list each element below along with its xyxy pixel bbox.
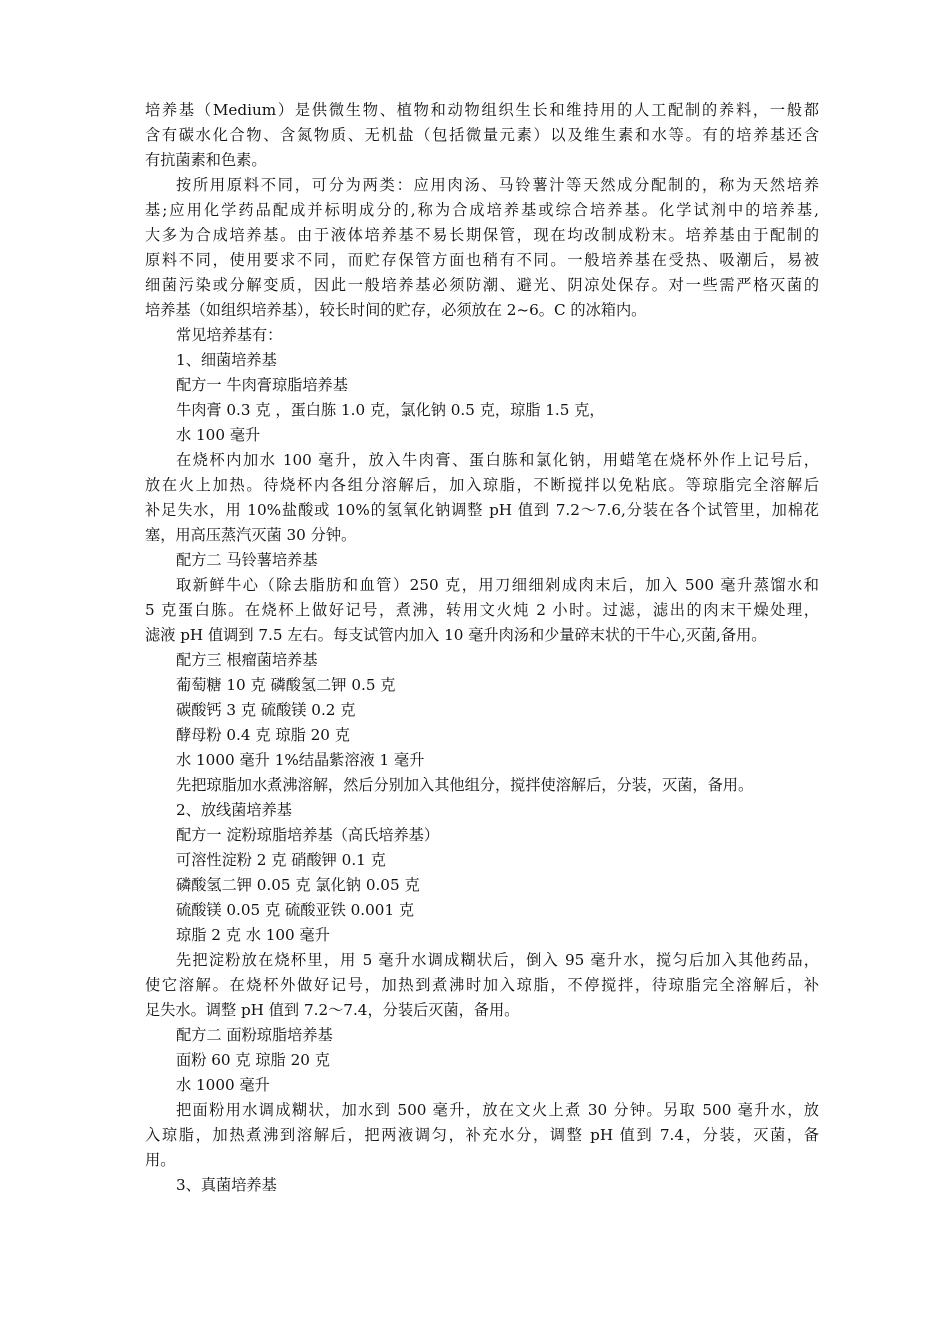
paragraph — [145, 1023, 819, 1048]
paragraph — [145, 373, 819, 398]
paragraph — [145, 348, 819, 373]
paragraph — [145, 848, 819, 873]
text-line: 按所用原料不同，可分为两类：应用肉汤、马铃薯汁等天然成分配制的，称为天然培养 — [176, 176, 819, 194]
text-line: 常见培养基有： — [176, 326, 283, 344]
paragraph — [145, 1098, 819, 1173]
text-line: 用。 — [145, 1151, 176, 1169]
text-line: 配方一 淀粉琼脂培养基（高氏培养基） — [176, 826, 440, 844]
text-line: 水 1000 毫升 — [176, 1076, 270, 1094]
text-line: 使它溶解。在烧杯外做好记号，加热到煮沸时加入琼脂，不停搅拌，待琼脂完全溶解后，补 — [145, 976, 819, 994]
paragraph — [145, 648, 819, 673]
text-line: 葡萄糖 10 克 磷酸氢二钾 0.5 克 — [176, 676, 396, 694]
text-line: 可溶性淀粉 2 克 硝酸钾 0.1 克 — [176, 851, 386, 869]
text-line: 培养基（如组织培养基），较长时间的贮存，必须放在 2~6。C 的冰箱内。 — [145, 301, 647, 319]
paragraph — [145, 948, 819, 1023]
paragraph — [145, 1073, 819, 1098]
text-line: 把面粉用水调成糊状，加水到 500 毫升，放在文火上煮 30 分钟。另取 500 毫升水，放 — [176, 1101, 819, 1119]
text-line: 配方二 面粉琼脂培养基 — [176, 1026, 333, 1044]
paragraph — [145, 1173, 819, 1198]
text-line: 基;应用化学药品配成并标明成分的,称为合成培养基或综合培养基。化学试剂中的培养基, — [145, 201, 819, 219]
paragraph — [145, 923, 819, 948]
text-line: 培养基（Medium）是供微生物、植物和动物组织生长和维持用的人工配制的养料，一般都 — [145, 101, 819, 119]
paragraph — [145, 573, 819, 648]
text-line: 硫酸镁 0.05 克 硫酸亚铁 0.001 克 — [176, 901, 415, 919]
text-line: 先把淀粉放在烧杯里，用 5 毫升水调成糊状后，倒入 95 毫升水，搅匀后加入其他药品， — [176, 951, 819, 969]
paragraph — [145, 673, 819, 698]
paragraph — [145, 748, 819, 773]
text-line: 2、放线菌培养基 — [176, 801, 292, 819]
paragraph — [145, 398, 819, 423]
text-line: 磷酸氢二钾 0.05 克 氯化钠 0.05 克 — [176, 876, 420, 894]
paragraph — [145, 773, 819, 798]
text-line: 酵母粉 0.4 克 琼脂 20 克 — [176, 726, 350, 744]
text-line: 原料不同，使用要求不同，而贮存保管方面也稍有不同。一般培养基在受热、吸潮后，易被 — [145, 251, 819, 269]
text-line: 取新鲜牛心（除去脂肪和血管）250 克，用刀细细剁成肉末后，加入 500 毫升蒸馏水和 — [176, 576, 819, 594]
text-line: 面粉 60 克 琼脂 20 克 — [176, 1051, 330, 1069]
text-line: 碳酸钙 3 克 硫酸镁 0.2 克 — [176, 701, 356, 719]
paragraph — [145, 423, 819, 448]
paragraph — [145, 798, 819, 823]
text-line: 补足失水，用 10%盐酸或 10%的氢氧化钠调整 pH 值到 7.2～7.6,分装在各个试管里，加棉花 — [145, 501, 819, 519]
text-line: 大多为合成培养基。由于液体培养基不易长期保管，现在均改制成粉末。培养基由于配制的 — [145, 226, 819, 244]
paragraph — [145, 898, 819, 923]
document-page — [145, 98, 819, 1198]
text-line: 含有碳水化合物、含氮物质、无机盐（包括微量元素）以及维生素和水等。有的培养基还含 — [145, 126, 819, 144]
text-line: 有抗菌素和色素。 — [145, 151, 267, 169]
text-line: 配方三 根瘤菌培养基 — [176, 651, 318, 669]
paragraph — [145, 173, 819, 323]
text-line: 水 100 毫升 — [176, 426, 261, 444]
paragraph — [145, 548, 819, 573]
paragraph — [145, 448, 819, 548]
text-line: 配方一 牛肉膏琼脂培养基 — [176, 376, 348, 394]
paragraph — [145, 823, 819, 848]
paragraph — [145, 323, 819, 348]
paragraph — [145, 698, 819, 723]
paragraph — [145, 873, 819, 898]
text-line: 先把琼脂加水煮沸溶解，然后分别加入其他组分，搅拌使溶解后，分装，灭菌，备用。 — [176, 776, 754, 794]
text-line: 滤液 pH 值调到 7.5 左右。每支试管内加入 10 毫升肉汤和少量碎末状的干牛心,灭菌,备用。 — [145, 626, 767, 644]
paragraph — [145, 98, 819, 173]
text-line: 足失水。调整 pH 值到 7.2～7.4，分装后灭菌，备用。 — [145, 1001, 520, 1019]
text-line: 配方二 马铃薯培养基 — [176, 551, 318, 569]
text-line: 在烧杯内加水 100 毫升，放入牛肉膏、蛋白胨和氯化钠，用蜡笔在烧杯外作上记号后， — [176, 451, 819, 469]
text-line: 水 1000 毫升 1%结晶紫溶液 1 毫升 — [176, 751, 425, 769]
text-line: 塞，用高压蒸汽灭菌 30 分钟。 — [145, 526, 357, 544]
text-line: 1、细菌培养基 — [176, 351, 277, 369]
text-line: 琼脂 2 克 水 100 毫升 — [176, 926, 330, 944]
text-line: 3、真菌培养基 — [176, 1176, 277, 1194]
paragraph — [145, 1048, 819, 1073]
text-line: 细菌污染或分解变质，因此一般培养基必须防潮、避光、阴凉处保存。对一些需严格灭菌的 — [145, 276, 819, 294]
text-line: 牛肉膏 0.3 克 ，蛋白胨 1.0 克，氯化钠 0.5 克，琼脂 1.5 克， — [176, 401, 605, 419]
text-line: 入琼脂，加热煮沸到溶解后，把两液调匀，补充水分，调整 pH 值到 7.4，分装，灭菌，备 — [145, 1126, 819, 1144]
text-line: 5 克蛋白胨。在烧杯上做好记号，煮沸，转用文火炖 2 小时。过滤，滤出的肉末干燥处理， — [145, 601, 819, 619]
paragraph — [145, 723, 819, 748]
text-line: 放在火上加热。待烧杯内各组分溶解后，加入琼脂，不断搅拌以免粘底。等琼脂完全溶解后 — [145, 476, 819, 494]
